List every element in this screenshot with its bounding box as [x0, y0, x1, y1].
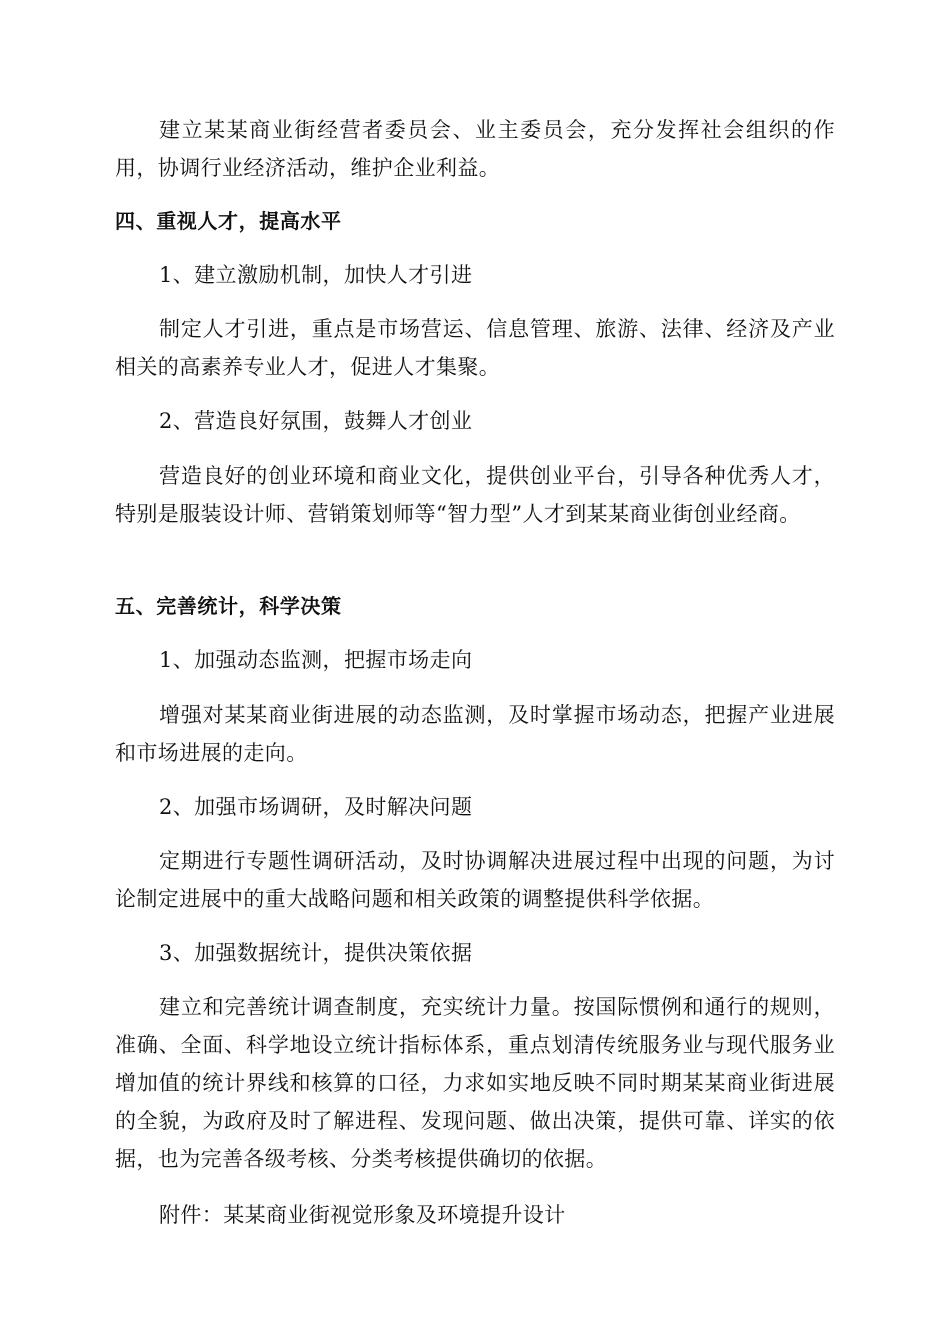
attachment-note: 附件：某某商业街视觉形象及环境提升设计	[159, 1203, 566, 1227]
paragraph-committees: 建立某某商业街经营者委员会、业主委员会，充分发挥社会组织的作用，协调行业经济活动，维护企业利益。	[115, 118, 835, 180]
paragraph-entrepreneurship: 营造良好的创业环境和商业文化，提供创业平台，引导各种优秀人才，特别是服装设计师、营销策划师等“智力型”人才到某某商业街创业经商。	[115, 464, 835, 526]
section-heading-talent: 四、重视人才，提高水平	[115, 209, 342, 233]
paragraph-data-statistics: 建立和完善统计调查制度，充实统计力量。按国际惯例和通行的规则，准确、全面、科学地设立统计指标体系，重点划清传统服务业与现代服务业增加值的统计界线和核算的口径，力求如实地反映不同时期某某商业街进展的全貌，为政府及时了解进程、发现问题、做出决策，提供可靠、详实的依据，也为完善各级考核、分类考核提供确切的依据。	[115, 995, 835, 1171]
paragraph-research: 定期进行专题性调研活动，及时协调解决进展过程中出现的问题，为讨论制定进展中的重大战略问题和相关政策的调整提供科学依据。	[115, 849, 835, 911]
subheading-data-statistics: 3、加强数据统计，提供决策依据	[159, 941, 473, 965]
paragraph-talent-introduction: 制定人才引进，重点是市场营运、信息管理、旅游、法律、经济及产业相关的高素养专业人才，促进人才集聚。	[115, 317, 835, 379]
subheading-atmosphere: 2、营造良好氛围，鼓舞人才创业	[159, 409, 473, 433]
section-heading-statistics: 五、完善统计，科学决策	[115, 594, 342, 618]
subheading-research: 2、加强市场调研，及时解决问题	[159, 795, 473, 819]
subheading-monitoring: 1、加强动态监测，把握市场走向	[159, 648, 473, 672]
subheading-incentive: 1、建立激励机制，加快人才引进	[159, 263, 473, 287]
paragraph-monitoring: 增强对某某商业街进展的动态监测，及时掌握市场动态，把握产业进展和市场进展的走向。	[115, 703, 835, 765]
